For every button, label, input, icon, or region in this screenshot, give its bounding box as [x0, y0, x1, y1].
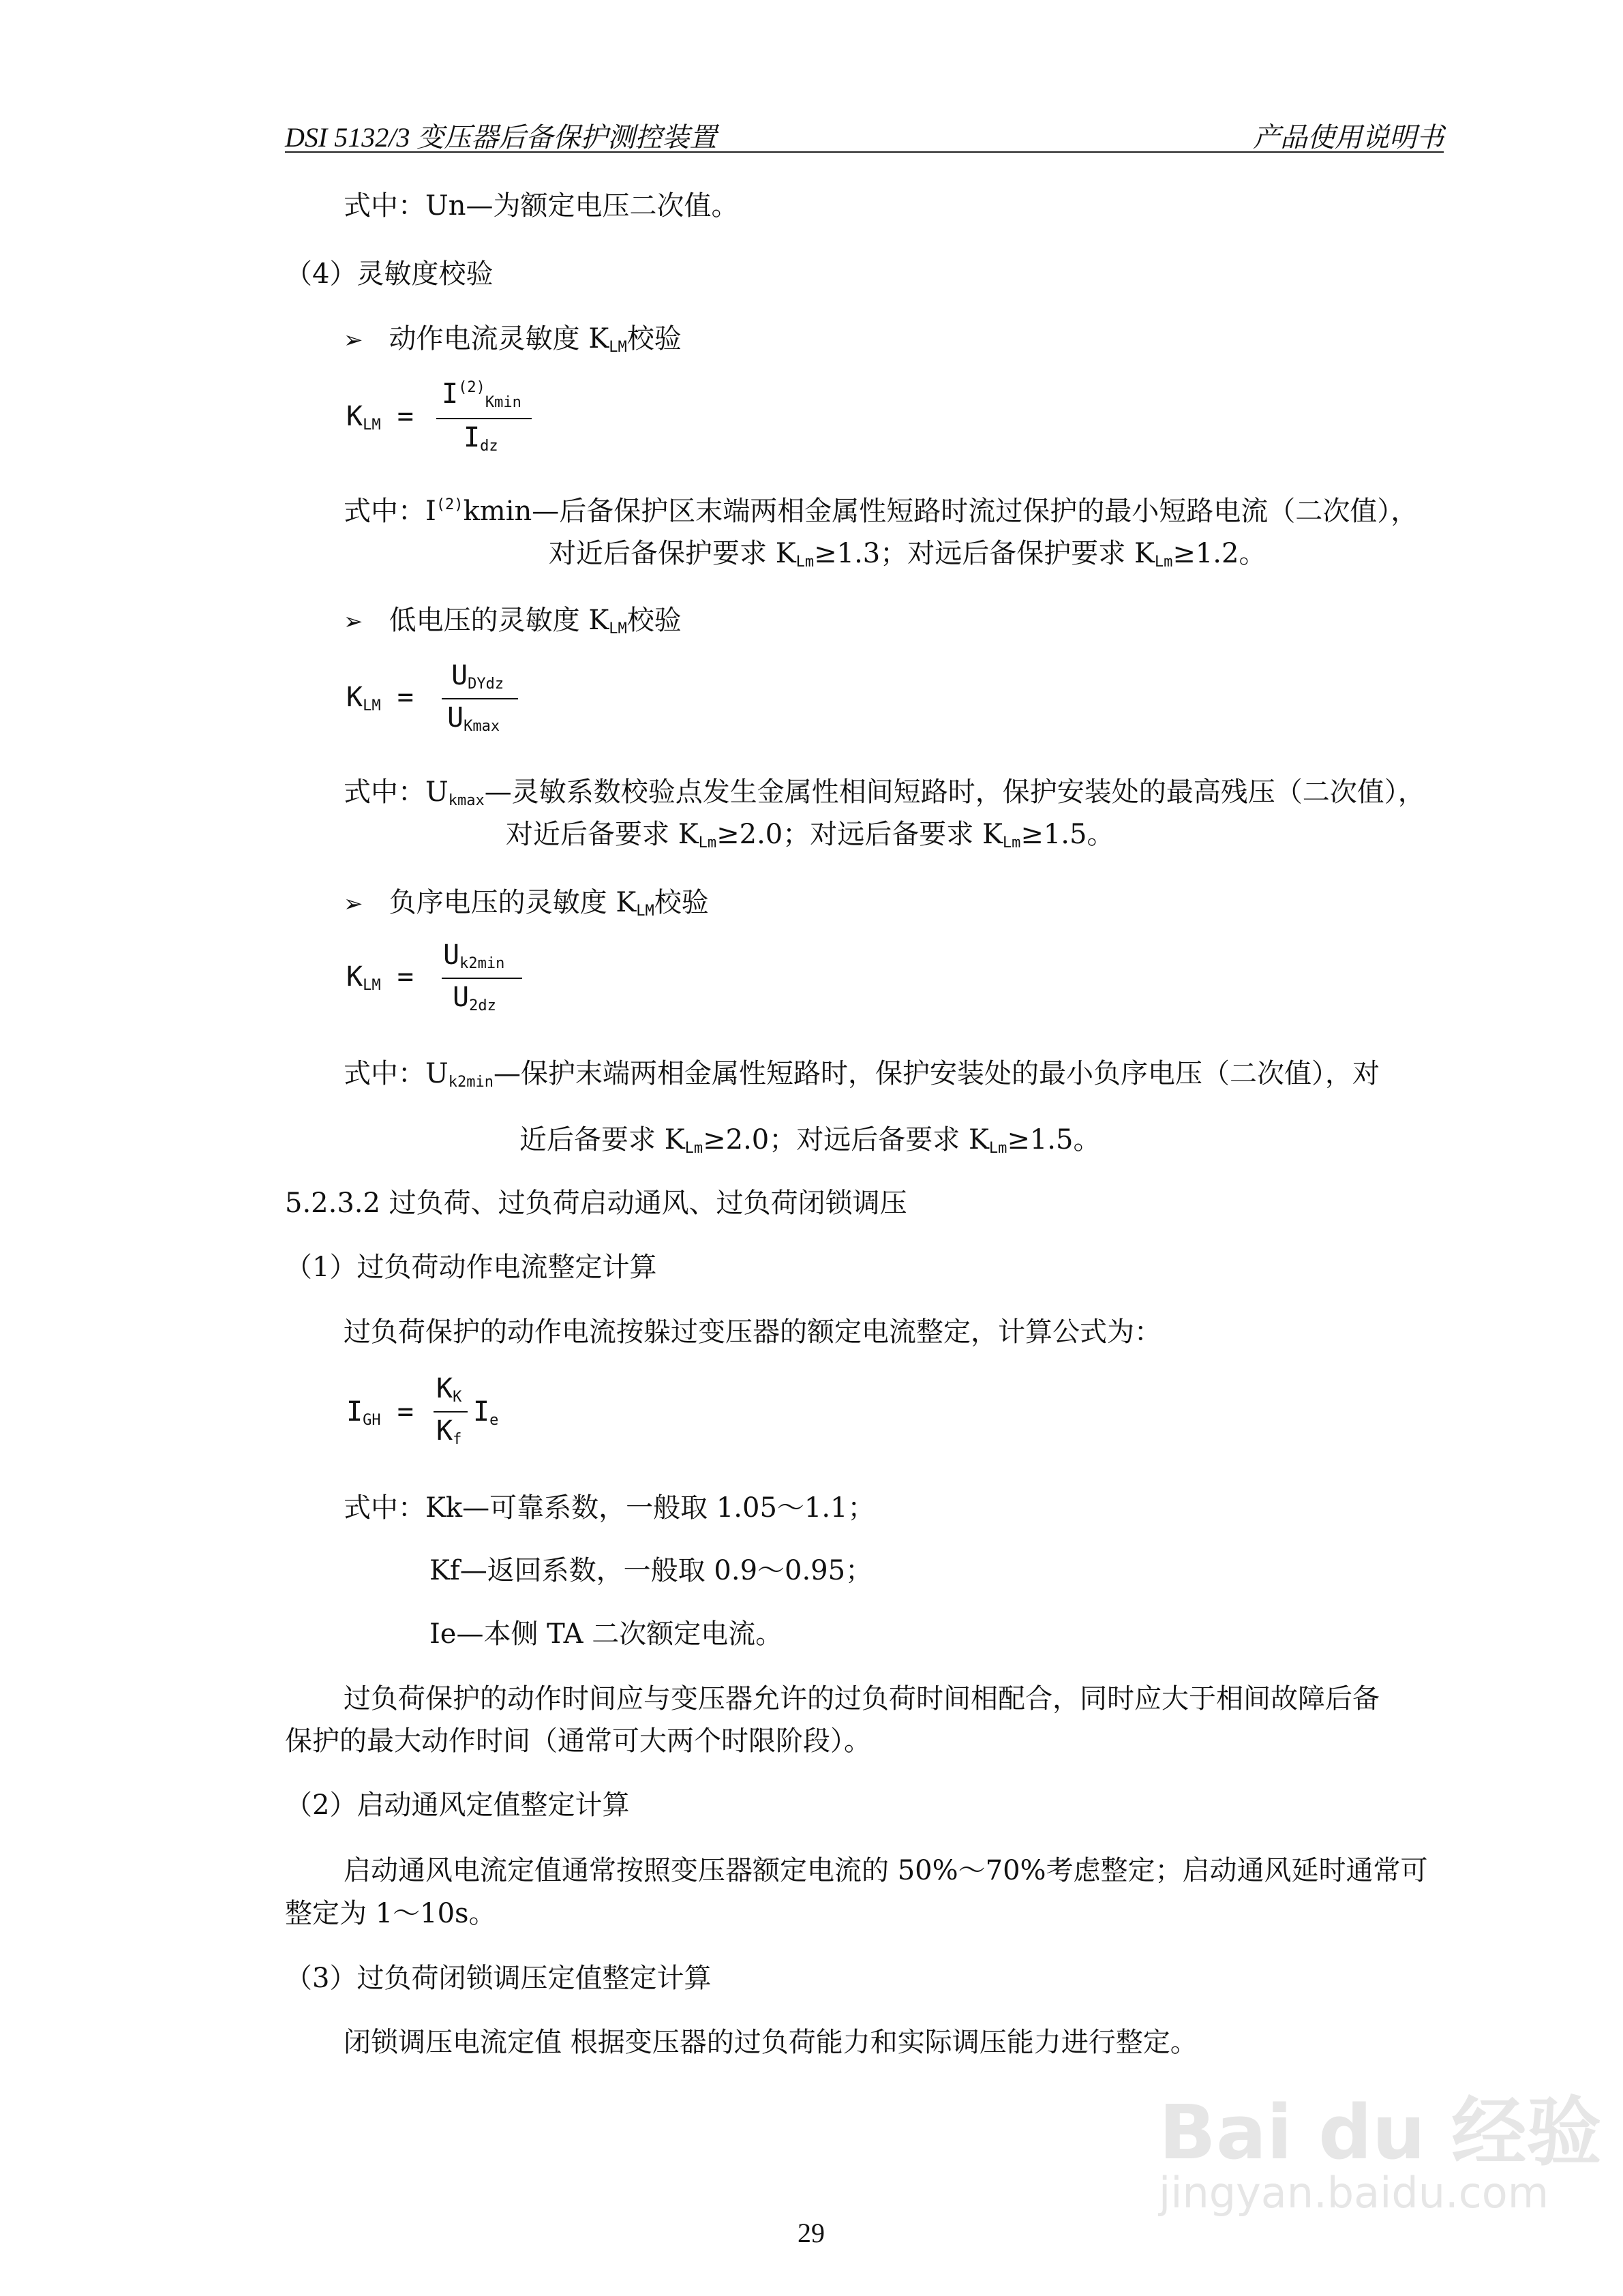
fraction-bar [434, 1411, 468, 1413]
section-heading: （2）启动通风定值整定计算 [285, 1789, 630, 1821]
subsection-heading: 5.2.3.2 过负荷、过负荷启动通风、过负荷闭锁调压 [285, 1188, 907, 1219]
fraction-bar [436, 418, 532, 419]
formula-lhs: $K_{LM}$ = [346, 401, 414, 434]
fraction-bar [442, 978, 522, 979]
paragraph-line: 过负荷保护的动作电流按躲过变压器的额定电流整定，计算公式为： [344, 1316, 1162, 1348]
page-number: 29 [798, 2218, 825, 2248]
denominator: $U_{Kmax}$ [447, 702, 500, 735]
formula-lhs: $K_{LM}$ = [346, 961, 414, 994]
bullet-item: ➢ 负序电压的灵敏度 $K_{LM}$校验 [344, 887, 709, 920]
section-heading: （3）过负荷闭锁调压定值整定计算 [285, 1963, 712, 1994]
paragraph-line: 启动通风电流定值通常按照变压器额定电流的 50%～70%考虑整定；启动通风延时通常可 [344, 1855, 1428, 1886]
arrowhead-bullet-icon: ➢ [344, 608, 363, 635]
paragraph-line: 闭锁调压电流定值 根据变压器的过负荷能力和实际调压能力进行整定。 [344, 2027, 1198, 2058]
section-heading: （4）灵敏度校验 [285, 258, 494, 290]
bullet-item: ➢ 低电压的灵敏度 $K_{LM}$校验 [344, 605, 682, 637]
denominator: $I_{dz}$ [464, 422, 498, 455]
text-line: 式中：Un—为额定电压二次值。 [344, 190, 739, 222]
formula-tail: $I_e$ [473, 1396, 499, 1429]
denominator: $U_{2dz}$ [453, 982, 496, 1014]
section-heading: （1）过负荷动作电流整定计算 [285, 1252, 657, 1283]
numerator: $U_{k2min}$ [443, 939, 505, 972]
text-line: 式中：Kk—可靠系数，一般取 1.05～1.1； [344, 1492, 875, 1524]
denominator: $K_f$ [436, 1415, 462, 1448]
fraction-bar [442, 698, 518, 699]
paragraph-line: 保护的最大动作时间（通常可大两个时限阶段）。 [285, 1725, 871, 1757]
running-header-left: DSI 5132/3 变压器后备保护测控装置 [285, 122, 717, 153]
text-line: 式中：$U_{k2min}—$保护末端两相金属性短路时，保护安装处的最小负序电压（二次值），对 [344, 1058, 1380, 1091]
text-line: 对近后备保护要求 $K_{Lm}\ge 1.3$；对远后备保护要求 $K_{Lm}\ge 1.2$。 [549, 538, 1266, 571]
arrowhead-bullet-icon: ➢ [344, 327, 363, 354]
paragraph-line: 整定为 1～10s。 [285, 1898, 496, 1929]
baidu-watermark-url: jingyan.baidu.com [1159, 2168, 1549, 2218]
bullet-item: ➢ 动作电流灵敏度 $K_{LM}$校验 [344, 323, 682, 356]
text-line: 式中：$I^{(2)}kmin—$后备保护区末端两相金属性短路时流过保护的最小短路电流（二次值）， [344, 496, 1419, 527]
running-header-right: 产品使用说明书 [1253, 122, 1444, 153]
paragraph-line: 过负荷保护的动作时间应与变压器允许的过负荷时间相配合，同时应大于相间故障后备 [344, 1683, 1380, 1715]
numerator: $U_{DYdz}$ [451, 660, 504, 693]
arrowhead-bullet-icon: ➢ [344, 890, 363, 918]
text-line: 式中：$U_{kmax}—$灵敏系数校验点发生金属性相间短路时，保护安装处的最高残压（二次值）， [344, 776, 1425, 809]
formula-lhs: $K_{LM}$ = [346, 682, 414, 714]
numerator: $K_K$ [436, 1373, 462, 1406]
text-line: Ie—本侧 TA 二次额定电流。 [429, 1618, 783, 1650]
baidu-watermark-logo: Bai du 经验 [1159, 2089, 1602, 2176]
formula-lhs: $I_{GH}$ = [346, 1396, 414, 1429]
header-rule [285, 151, 1444, 153]
text-line: Kf—返回系数，一般取 0.9～0.95； [429, 1555, 873, 1586]
numerator: $I^{(2)}_{Kmin}$ [442, 378, 521, 411]
text-line: 近后备要求 $K_{Lm}\ge 2.0$；对远后备要求 $K_{Lm}\ge 1.5$。 [519, 1124, 1101, 1157]
text-line: 对近后备要求 $K_{Lm}\ge 2.0$；对远后备要求 $K_{Lm}\ge 1.5$。 [506, 819, 1114, 851]
